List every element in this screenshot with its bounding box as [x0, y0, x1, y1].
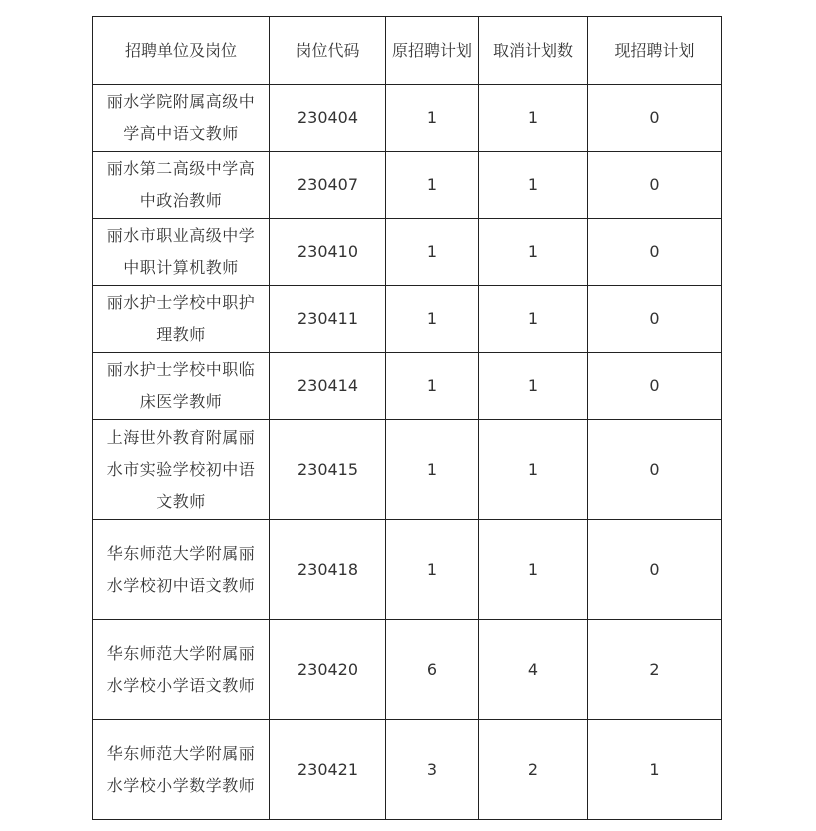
- code-cell: 230404: [270, 85, 386, 152]
- code-cell: 230407: [270, 152, 386, 219]
- current-cell: 0: [588, 152, 722, 219]
- table-row: [93, 85, 722, 152]
- current-cell: 0: [588, 353, 722, 420]
- code-cell: 230421: [270, 720, 386, 820]
- code-cell: 230420: [270, 620, 386, 720]
- header-current-plan: 现招聘计划: [588, 17, 722, 85]
- unit-cell: 丽水学院附属高级中学高中语文教师: [93, 85, 270, 152]
- cancel-cell: 1: [479, 286, 588, 353]
- code-cell: 230410: [270, 219, 386, 286]
- table-row: [93, 520, 722, 620]
- cancel-cell: 2: [479, 720, 588, 820]
- current-cell: 0: [588, 286, 722, 353]
- cancel-cell: 4: [479, 620, 588, 720]
- unit-cell: 华东师范大学附属丽水学校小学语文教师: [93, 620, 270, 720]
- unit-cell: 丽水第二高级中学高中政治教师: [93, 152, 270, 219]
- current-cell: 0: [588, 420, 722, 520]
- header-unit: 招聘单位及岗位: [93, 17, 270, 85]
- header-code: 岗位代码: [270, 17, 386, 85]
- original-cell: 1: [386, 85, 479, 152]
- current-cell: 0: [588, 85, 722, 152]
- original-cell: 6: [386, 620, 479, 720]
- cancel-cell: 1: [479, 85, 588, 152]
- recruitment-plan-table: [92, 16, 722, 820]
- table-row: [93, 720, 722, 820]
- original-cell: 1: [386, 219, 479, 286]
- unit-cell: 上海世外教育附属丽水市实验学校初中语文教师: [93, 420, 270, 520]
- current-cell: 0: [588, 520, 722, 620]
- cancel-cell: 1: [479, 520, 588, 620]
- current-cell: 1: [588, 720, 722, 820]
- header-original-plan: 原招聘计划: [386, 17, 479, 85]
- code-cell: 230414: [270, 353, 386, 420]
- unit-cell: 华东师范大学附属丽水学校小学数学教师: [93, 720, 270, 820]
- current-cell: 0: [588, 219, 722, 286]
- table-row: [93, 353, 722, 420]
- table-row: [93, 620, 722, 720]
- code-cell: 230411: [270, 286, 386, 353]
- table-row: [93, 420, 722, 520]
- header-cancel-count: 取消计划数: [479, 17, 588, 85]
- original-cell: 1: [386, 286, 479, 353]
- code-cell: 230415: [270, 420, 386, 520]
- cancel-cell: 1: [479, 219, 588, 286]
- table-row: [93, 219, 722, 286]
- table-row: [93, 286, 722, 353]
- unit-cell: 华东师范大学附属丽水学校初中语文教师: [93, 520, 270, 620]
- cancel-cell: 1: [479, 353, 588, 420]
- cancel-cell: 1: [479, 420, 588, 520]
- table-row: [93, 152, 722, 219]
- original-cell: 1: [386, 353, 479, 420]
- unit-cell: 丽水市职业高级中学中职计算机教师: [93, 219, 270, 286]
- original-cell: 3: [386, 720, 479, 820]
- original-cell: 1: [386, 520, 479, 620]
- current-cell: 2: [588, 620, 722, 720]
- code-cell: 230418: [270, 520, 386, 620]
- original-cell: 1: [386, 420, 479, 520]
- unit-cell: 丽水护士学校中职护理教师: [93, 286, 270, 353]
- cancel-cell: 1: [479, 152, 588, 219]
- unit-cell: 丽水护士学校中职临床医学教师: [93, 353, 270, 420]
- original-cell: 1: [386, 152, 479, 219]
- table-header-row: [93, 17, 722, 85]
